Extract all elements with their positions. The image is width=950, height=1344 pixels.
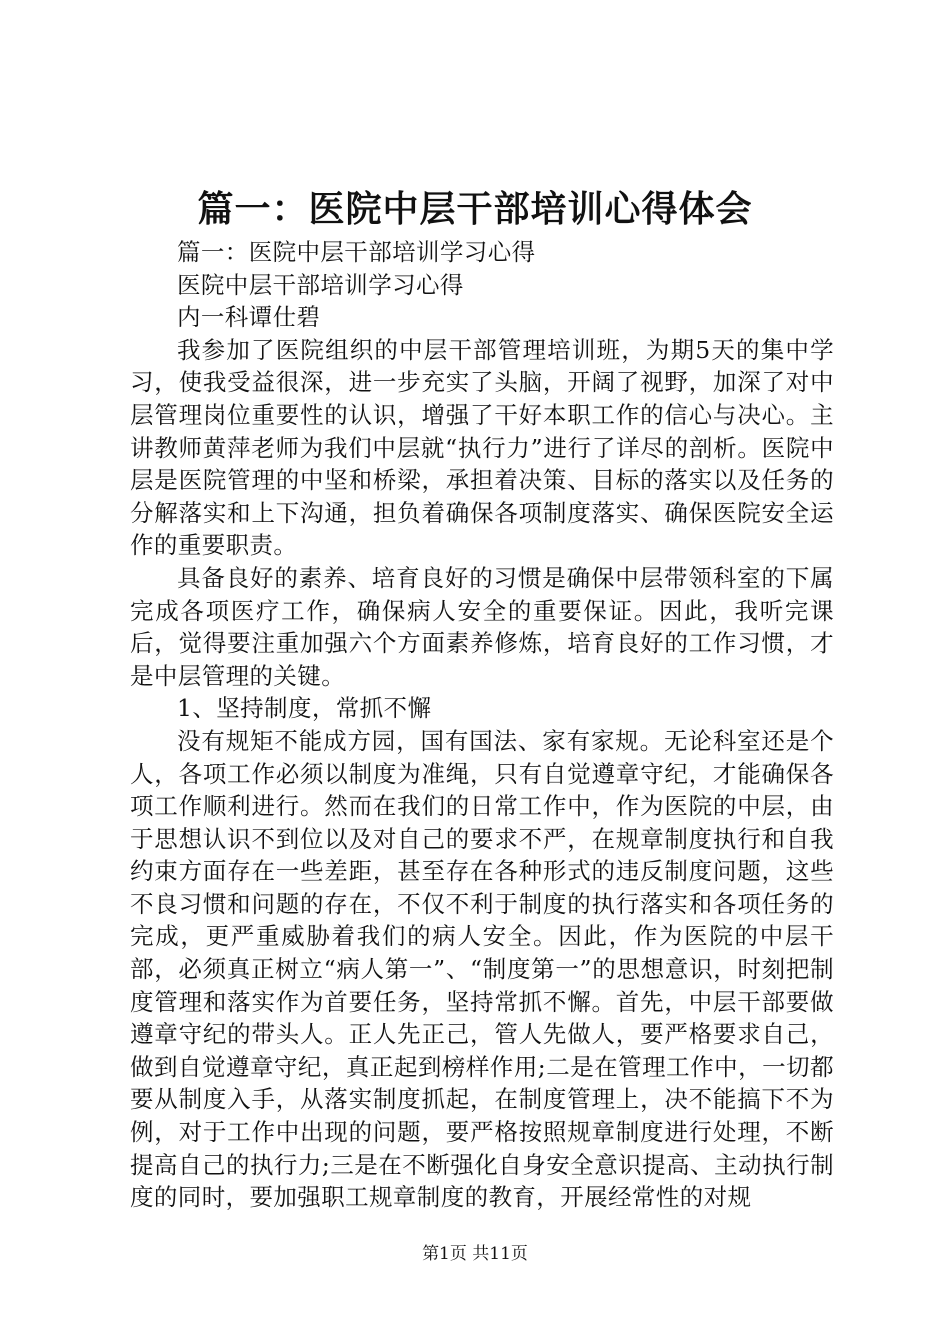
article-title: 医院中层干部培训学习心得 [177, 270, 464, 299]
body-paragraph: 我参加了医院组织的中层干部管理培训班，为期5天的集中学习，使我受益很深，进一步充实了头脑，开阔了视野，加深了对中层管理岗位重要性的认识，增强了干好本职工作的信心与决心。主讲教师黄萍老师为我们中层就“执行力”进行了详尽的剖析。医院中层是医院管理的中坚和桥梁，承担着决策、目标的落实以及任务的分解落实和上下沟通，担负着确保各项制度落实、确保医院安全运作的重要职责。 [130, 335, 834, 560]
body-paragraph: 没有规矩不能成方园，国有国法、家有家规。无论科室还是个人，各项工作必须以制度为准绳，只有自觉遵章守纪，才能确保各项工作顺利进行。然而在我们的日常工作中，作为医院的中层，由于思想认识不到位以及对自己的要求不严，在规章制度执行和自我约束方面存在一些差距，甚至存在各种形式的违反制度问题，这些不良习惯和问题的存在，不仅不利于制度的执行落实和各项任务的完成，更严重威胁着我们的病人安全。因此，作为医院的中层干部，必须真正树立“病人第一”、“制度第一”的思想意识，时刻把制度管理和落实作为首要任务，坚持常抓不懈。首先，中层干部要做遵章守纪的带头人。正人先正己，管人先做人，要严格要求自己，做到自觉遵章守纪，真正起到榜样作用;二是在管理工作中，一切都要从制度入手，从落实制度抓起，在制度管理上，决不能搞下不为例，对于工作中出现的问题，要严格按照规章制度进行处理，不断提高自己的执行力;三是在不断强化自身安全意识提高、主动执行制度的同时，要加强职工规章制度的教育，开展经常性的对规 [130, 726, 834, 1212]
subsection-heading: 1、坚持制度，常抓不懈 [177, 694, 432, 723]
document-title: 篇一：医院中层干部培训心得体会 [197, 189, 753, 230]
body-paragraph: 具备良好的素养、培育良好的习惯是确保中层带领科室的下属完成各项医疗工作，确保病人安全的重要保证。因此，我听完课后，觉得要注重加强六个方面素养修炼，培育良好的工作习惯，才是中层管理的关键。 [130, 563, 834, 690]
document-body [130, 236, 834, 1214]
section-heading: 篇一：医院中层干部培训学习心得 [177, 238, 536, 266]
page-footer: 第1页 共11页 [422, 1244, 528, 1264]
author-line: 内一科谭仕碧 [177, 303, 321, 332]
